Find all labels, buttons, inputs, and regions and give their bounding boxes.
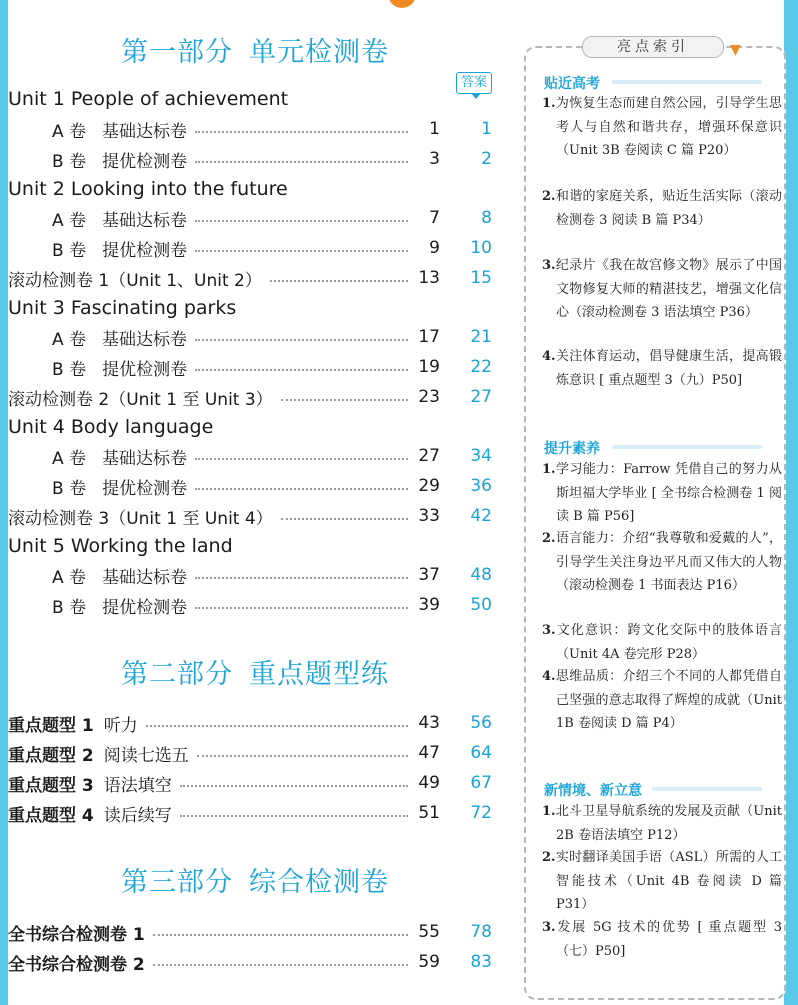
row-title: 全书综合检测卷 1 [8, 924, 145, 945]
toc-row[interactable] [52, 444, 492, 468]
sidebar-item: 3.发展 5G 技术的优势 [ 重点题型 3（七）P50] [542, 920, 782, 959]
sidebar-section-heading: 贴近高考 [544, 76, 600, 92]
sidebar-title: 亮点索引 [582, 36, 724, 58]
answer-column-tag: 答案 [456, 72, 492, 94]
dot-leader [195, 577, 408, 579]
sidebar-section-heading: 提升素养 [544, 441, 600, 457]
sidebar-item: 3.文化意识：跨文化交际中的肢体语言（Unit 4A 卷完形 P28） [542, 623, 782, 662]
page-number: 17 [418, 327, 440, 347]
dot-leader [153, 934, 408, 936]
heading-underline [652, 787, 762, 791]
toc-row[interactable] [8, 266, 492, 290]
answer-page: 10 [470, 238, 492, 258]
row-title: 全书综合检测卷 2 [8, 954, 145, 975]
row-title: 基础达标卷 [102, 448, 188, 469]
page-number: 29 [418, 476, 440, 496]
toc-row[interactable] [52, 474, 492, 498]
sidebar-item: 2.语言能力：介绍“我尊敬和爱戴的人”，引导学生关注身边平凡而又伟大的人物（滚动检测卷 1 书面表达 P16） [542, 531, 782, 593]
sidebar-item: 1.北斗卫星导航系统的发展及贡献（Unit 2B 卷语法填空 P12） [542, 804, 782, 843]
page-number: 33 [418, 506, 440, 526]
page-number: 55 [418, 922, 440, 942]
toc-row[interactable] [8, 801, 492, 825]
unit-heading: Unit 1 People of achievement [8, 88, 289, 110]
row-title: 滚动检测卷 3（Unit 1 至 Unit 4） [8, 508, 273, 529]
sidebar-section-heading: 新情境、新立意 [544, 783, 642, 799]
volume-label: B 卷 [52, 359, 87, 380]
dot-leader [195, 131, 408, 133]
answer-page: 8 [481, 208, 492, 228]
toc-row[interactable] [52, 147, 492, 171]
toc-row[interactable] [52, 206, 492, 230]
part1-title-number: 第一部分 [121, 37, 233, 68]
part1-title-name: 单元检测卷 [249, 37, 389, 68]
page-number: 3 [429, 149, 440, 169]
row-title: 提优检测卷 [102, 151, 188, 172]
page-number: 19 [418, 357, 440, 377]
dot-leader [195, 458, 408, 460]
volume-label: A 卷 [52, 121, 87, 142]
page-number: 7 [429, 208, 440, 228]
answer-page: 64 [470, 743, 492, 763]
answer-page: 21 [470, 327, 492, 347]
sidebar-item: 2.和谐的家庭关系，贴近生活实际（滚动检测卷 3 阅读 B 篇 P34） [542, 189, 782, 228]
toc-row[interactable] [8, 920, 492, 944]
answer-page: 2 [481, 149, 492, 169]
answer-page: 56 [470, 713, 492, 733]
heading-underline [612, 80, 762, 84]
toc-row[interactable] [52, 236, 492, 260]
dot-leader [180, 815, 408, 817]
part3-title-name: 综合检测卷 [249, 867, 389, 898]
page-number: 49 [418, 773, 440, 793]
dot-leader [197, 755, 408, 757]
toc-row[interactable] [52, 355, 492, 379]
dot-leader [195, 607, 408, 609]
page-number: 39 [418, 595, 440, 615]
sidebar-item: 1.为恢复生态而建自然公园，引导学生思考人与自然和谐共存，增强环保意识（Unit 3B 卷阅读 C 篇 P20） [542, 96, 782, 158]
sidebar-item: 2.实时翻译美国手语（ASL）所需的人工智能技术（Unit 4B 卷阅读 D 篇 P31） [542, 850, 782, 912]
question-type-label: 重点题型 1 [8, 715, 94, 736]
row-title: 滚动检测卷 1（Unit 1、Unit 2） [8, 270, 262, 291]
dot-leader [195, 369, 408, 371]
page-number: 13 [418, 268, 440, 288]
page-number: 27 [418, 446, 440, 466]
answer-page: 50 [470, 595, 492, 615]
row-title: 滚动检测卷 2（Unit 1 至 Unit 3） [8, 389, 273, 410]
sidebar-item: 4.思维品质：介绍三个不同的人都凭借自己坚强的意志取得了辉煌的成就（Unit 1B 卷阅读 D 篇 P4） [542, 669, 782, 731]
dot-leader [270, 280, 408, 282]
row-title: 提优检测卷 [102, 359, 188, 380]
volume-label: B 卷 [52, 597, 87, 618]
sidebar-item: 1.学习能力：Farrow 凭借自己的努力从斯坦福大学毕业 [ 全书综合检测卷 1 阅读 B 篇 P56] [542, 462, 782, 524]
answer-page: 1 [481, 119, 492, 139]
page-number: 47 [418, 743, 440, 763]
part2-title-name: 重点题型练 [249, 659, 389, 690]
toc-row[interactable] [8, 385, 492, 409]
page-number: 37 [418, 565, 440, 585]
toc-row[interactable] [52, 325, 492, 349]
page-number: 9 [429, 238, 440, 258]
page-number: 43 [418, 713, 440, 733]
answer-page: 67 [470, 773, 492, 793]
row-title: 基础达标卷 [102, 121, 188, 142]
dot-leader [195, 488, 408, 490]
toc-row[interactable] [8, 741, 492, 765]
sidebar-mark-icon: ▼ [730, 42, 741, 58]
page-number: 1 [429, 119, 440, 139]
row-title: 基础达标卷 [102, 329, 188, 350]
answer-page: 72 [470, 803, 492, 823]
volume-label: A 卷 [52, 210, 87, 231]
volume-label: A 卷 [52, 329, 87, 350]
answer-page: 15 [470, 268, 492, 288]
row-title: 语法填空 [103, 775, 172, 796]
row-title: 读后续写 [103, 805, 172, 826]
row-title: 提优检测卷 [102, 597, 188, 618]
dot-leader [195, 161, 408, 163]
toc-row[interactable] [8, 504, 492, 528]
volume-label: B 卷 [52, 151, 87, 172]
part2-title [0, 652, 510, 691]
toc-row[interactable] [52, 563, 492, 587]
dot-leader [195, 339, 408, 341]
row-title: 听力 [103, 715, 138, 736]
answer-page: 36 [470, 476, 492, 496]
answer-page: 83 [470, 952, 492, 972]
unit-heading: Unit 2 Looking into the future [8, 178, 288, 200]
answer-page: 22 [470, 357, 492, 377]
part3-title [0, 860, 510, 899]
question-type-label: 重点题型 3 [8, 775, 94, 796]
toc-row[interactable] [8, 950, 492, 974]
row-title: 提优检测卷 [102, 240, 188, 261]
volume-label: B 卷 [52, 240, 87, 261]
row-title: 阅读七选五 [103, 745, 189, 766]
dot-leader [146, 725, 408, 727]
unit-heading: Unit 5 Working the land [8, 535, 233, 557]
question-type-label: 重点题型 4 [8, 805, 94, 826]
dot-leader [195, 220, 408, 222]
heading-underline [612, 445, 762, 449]
page-number: 59 [418, 952, 440, 972]
sidebar-item: 3.纪录片《我在故宫修文物》展示了中国文物修复大师的精湛技艺，增强文化信心（滚动检测卷 3 语法填空 P36） [542, 258, 782, 320]
toc-row[interactable] [52, 593, 492, 617]
toc-row[interactable] [52, 117, 492, 141]
toc-row[interactable] [8, 771, 492, 795]
toc-row[interactable] [8, 711, 492, 735]
answer-page: 27 [470, 387, 492, 407]
question-type-label: 重点题型 2 [8, 745, 94, 766]
dot-leader [281, 399, 408, 401]
answer-page: 34 [470, 446, 492, 466]
row-title: 基础达标卷 [102, 567, 188, 588]
row-title: 提优检测卷 [102, 478, 188, 499]
dot-leader [281, 518, 408, 520]
dot-leader [153, 964, 408, 966]
answer-page: 78 [470, 922, 492, 942]
dot-leader [195, 250, 408, 252]
volume-label: A 卷 [52, 567, 87, 588]
volume-label: B 卷 [52, 478, 87, 499]
unit-heading: Unit 3 Fascinating parks [8, 297, 237, 319]
volume-label: A 卷 [52, 448, 87, 469]
part3-title-number: 第三部分 [121, 867, 233, 898]
page-number: 23 [418, 387, 440, 407]
row-title: 基础达标卷 [102, 210, 188, 231]
part2-title-number: 第二部分 [121, 659, 233, 690]
sidebar-item: 4.关注体育运动，倡导健康生活，提高锻炼意识 [ 重点题型 3（九）P50] [542, 349, 782, 388]
unit-heading: Unit 4 Body language [8, 416, 214, 438]
part1-title [0, 30, 510, 69]
dot-leader [180, 785, 408, 787]
page-number: 51 [418, 803, 440, 823]
answer-page: 42 [470, 506, 492, 526]
answer-page: 48 [470, 565, 492, 585]
